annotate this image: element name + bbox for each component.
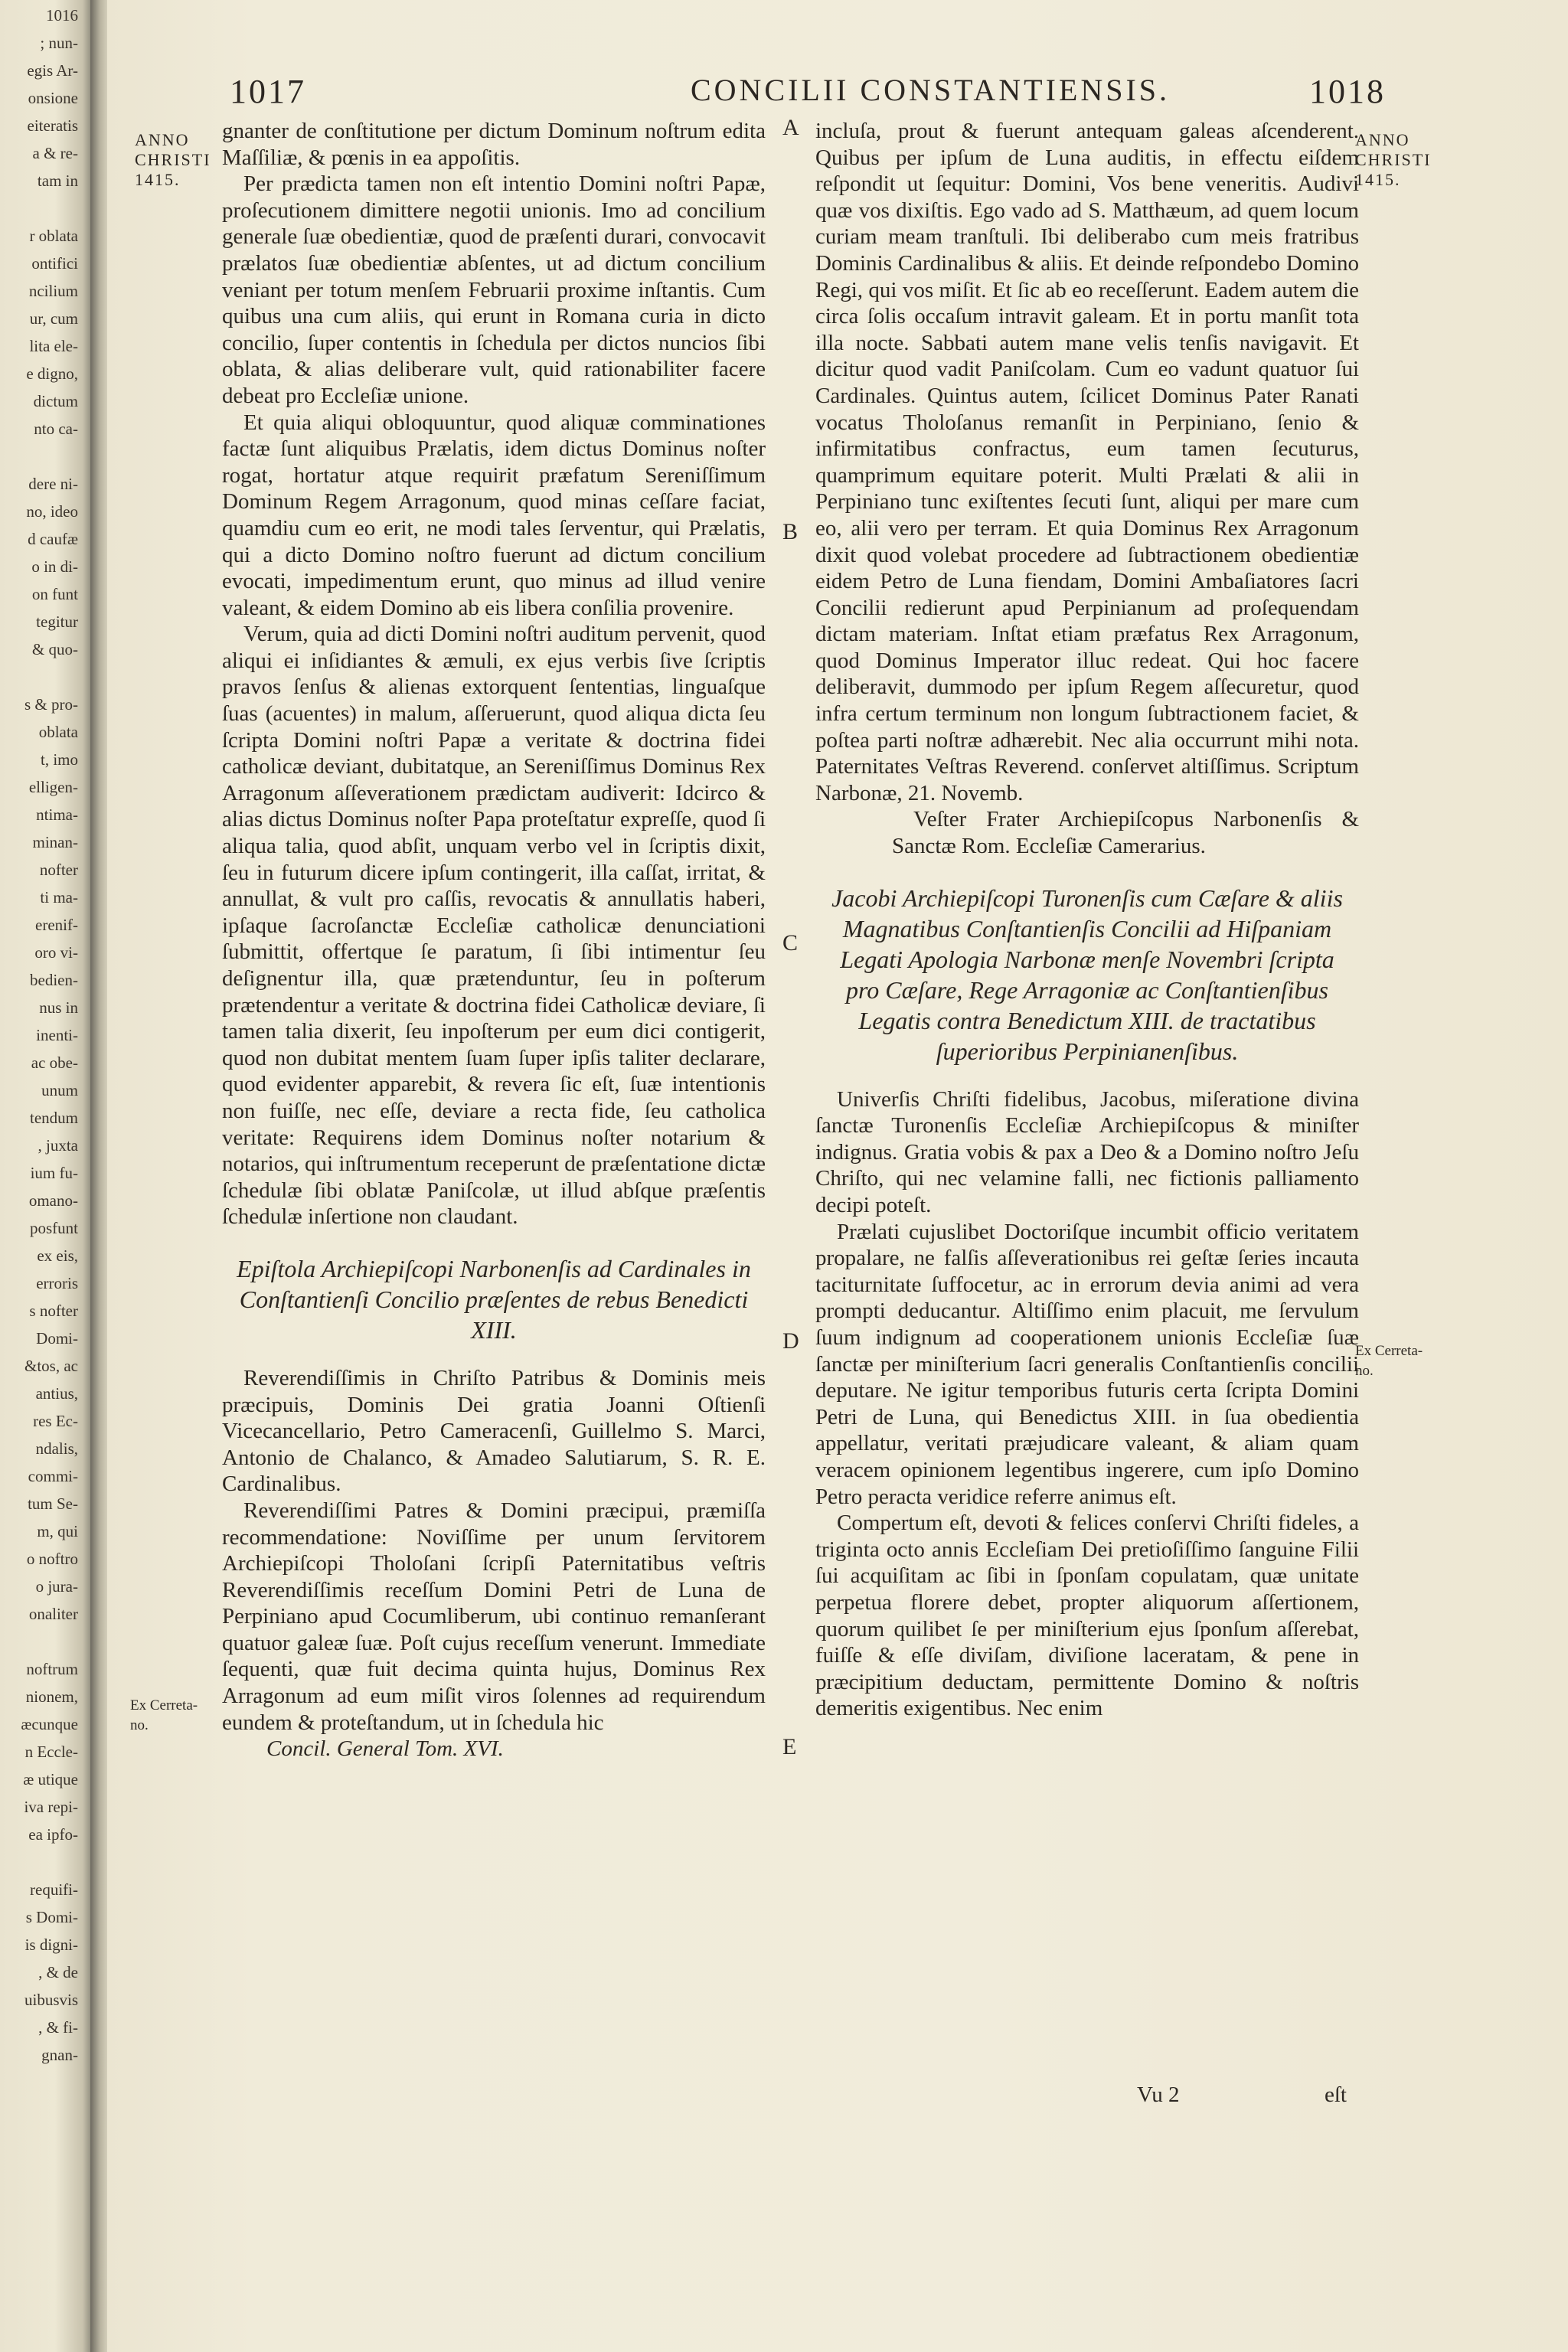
previous-page-fragment: inenti- <box>36 1026 78 1044</box>
previous-page-fragment: o in di- <box>31 557 78 576</box>
previous-page-fragment: posfunt <box>30 1219 78 1237</box>
right-paragraph-4: Compertum eſt, devoti & felices conſervi Chriſti fideles, a triginta octo annis Eccleſiam Dei pretioſiſſimo ſanguine Filii ſui acquiſitam ac ſibi in ſponſam copulatam, quæ unitate perpetua florere debet, propter aliquorum aſſertionem, quorum quilibet ſe per miniſterium ejus ſponſum aſſerebat, fuiſſe & eſſe diviſam, diviſione laceratam, & pene in præcipitium deductam, permittente Domino & noſtris demeritis exigentibus. Nec enim <box>815 1511 1359 1721</box>
section-letter-b: B <box>782 519 799 544</box>
previous-page-fragment: omano- <box>28 1191 78 1210</box>
previous-page-fragment: uibusvis <box>24 1991 78 2009</box>
previous-page-fragment: nofter <box>39 861 78 879</box>
right-text-column <box>815 118 1359 1722</box>
signature-mark: Vu 2 <box>1137 2082 1180 2107</box>
section-letter-d: D <box>782 1328 799 1354</box>
previous-page-fragment: nus in <box>39 998 78 1017</box>
right-paragraph-3: Prælati cujuslibet Doctoriſque incumbit officio veritatem propalare, ne falſis aſſeverationibus rei geſtæ ſeries incauta taciturnitate ſuffocetur, ac in errorum devia animi ad vera prompti deducantur. Altiſſimo enim placuit, me ſervulum ſuum indignum ad cooperationem unionis Eccleſiæ ſuæ ſanctæ per miniſterium ſacri generalis Conſtantienſis concilii deputare. Ne igitur temporibus futuris certa ſcripta Domini Petri de Luna, qui Benedictus XIII. in ſua obedientia appellatur, veritati præjudicare valeant, & aliam quam veracem opinionem legentibus ingerere, cum ipſo Domino Petro peracta veridice referre animus eſt. <box>815 1219 1359 1509</box>
previous-page-fragment: ntima- <box>36 805 78 824</box>
previous-page-fragment: r oblata <box>29 227 78 245</box>
previous-page-fragment: res Ec- <box>33 1412 78 1430</box>
previous-page-fragment: iva repi- <box>24 1798 78 1816</box>
right-page-number: 1018 <box>1309 73 1386 110</box>
left-text-column <box>222 118 766 1762</box>
margin-source-right: Ex Cerreta- no. <box>1355 1343 1423 1379</box>
previous-page-fragment: bedien- <box>30 971 78 989</box>
previous-page-fragment: , & de <box>38 1963 78 1981</box>
previous-page-fragment: Domi- <box>36 1329 78 1348</box>
previous-page-fragment: æ utique <box>23 1770 78 1788</box>
previous-page-fragment: s nofter <box>29 1302 78 1320</box>
previous-page-fragment: nto ca- <box>34 420 78 438</box>
previous-page-fragment: ea ipfo- <box>28 1825 78 1844</box>
left-paragraph-2: Et quia aliqui obloquuntur, quod aliquæ comminationes factæ ſunt aliquibus Prælatis, idem dictus Dominus noſter rogat, hortatur atque requirit præfatum Sereniſſimum Dominum Regem Arragonum, quod minas ceſſare faciat, quamdiu cum eo erit, ne modi tales ſerventur, qui Prælatis, qui a dicto Domino noſtro fuerunt ad dictum concilium evocati, impedimentum erunt, quo minus ad illud venire valeant, & eidem Domino ab eis libera conſilia provenire. <box>222 410 766 620</box>
previous-page-fragment: oblata <box>38 723 78 741</box>
previous-page-fragment: erenif- <box>35 916 78 934</box>
previous-page-fragment: ti ma- <box>40 888 78 906</box>
previous-page-fragment: a & re- <box>32 144 78 162</box>
previous-page-fragment: ndalis, <box>35 1439 78 1458</box>
previous-page-fragment: erroris <box>36 1274 78 1292</box>
previous-page-fragment: requifi- <box>30 1880 78 1899</box>
margin-year-left: ANNO CHRISTI 1415. <box>135 130 211 189</box>
margin-year-right: ANNO CHRISTI 1415. <box>1355 130 1432 189</box>
previous-page-fragment: ium fu- <box>30 1164 78 1182</box>
previous-page-fragment: tendum <box>30 1109 78 1127</box>
previous-page-fragment: æcunque <box>21 1715 78 1733</box>
previous-page-fragment: t, imo <box>40 750 78 769</box>
book-page <box>107 0 1568 2352</box>
previous-page-fragment: tum Se- <box>28 1494 78 1513</box>
right-signature: Veſter Frater Archiepiſcopus Narbonenſis & Sanctæ Rom. Eccleſiæ Camerarius. <box>892 807 1359 859</box>
previous-page-fragment: antius, <box>35 1384 78 1403</box>
right-paragraph-2: Univerſis Chriſti fidelibus, Jacobus, miſeratione divina ſanctæ Turonenſis Eccleſiæ Archiepiſcopus & miniſter indignus. Gratia vobis & pax a Deo & a Domino noſtro Jeſu Chriſto, qui nec velamine falli, nec fictionis palliamento decipi poteſt. <box>815 1086 1359 1217</box>
left-paragraph-5: Reverendiſſimi Patres & Domini præcipui, præmiſſa recommendatione: Noviſſime per unum ſervitorem Archiepiſcopi Tholoſani ſcripſi Paternitatibus veſtris Reverendiſſimis receſſum Domini Petri de Luna de Perpiniano apud Cocumliberum, ubi continuo remanſerant quatuor galeæ ſuæ. Poſt cujus receſſum venerunt. Immediate ſequenti, quæ fuit decima quinta hujus, Dominus Rex Arragonum ad eum miſit viros ſolennes ad requirendum eundem & proteſtandum, ut in ſchedula hic <box>222 1498 766 1735</box>
right-paragraph-1: incluſa, prout & fuerunt antequam galeas aſcenderent. Quibus per ipſum de Luna auditis, in effectu eiſdem reſpondit ut ſequitur: Domini, Vos bene veneritis. Audivi quæ vos dixiſtis. Ego vado ad S. Matthæum, ad quem locum curiam meam tranſtuli. Ibi deliberabo cum meis fratribus Dominis Cardinalibus & aliis. Et deinde reſpondebo Domino Regi, qui vos miſit. Et ſic ab eo receſſerunt. Eadem autem die circa ſolis occaſum intravit galeam. Et in portu manſit tota illa nocte. Sabbati autem mane velis tenſis navigavit. Et dicitur quod vadit Paniſcolam. Cum eo vadunt quatuor ſui Cardinales. Quintus autem, ſcilicet Dominus Pater Ranati vocatus Tholoſanus remanſit in Perpiniano, ſenio & infirmitatibus confractus, eum tamen ſecuturus, quamprimum equitare poterit. Multi Prælati & alii in Perpiniano tunc exiſtentes ſecuti ſunt, aliqui per mare cum eo, alii vero per terram. Et quia Dominus Rex Arragonum dixit quod volebat procedere ad ſubtractionem obedientiæ eidem Petro de Luna fiendam, Domini Ambaſiatores ſacri Concilii redierunt apud Perpinianum ad proſequendam dictam materiam. Inſtat etiam præfatus Rex Arragonum, quod Dominus Imperator illuc redeat. Qui hoc facere deliberavit, dummodo per ipſum Regem aſſecuretur, quod infra certum terminum non longum ſubtractionem faciet, & poſtea parti noſtræ adhærebit. Nec alia occurrunt mihi nota. Paternitates Veſtras Reverend. conſervet altiſſimus. Scriptum Narbonæ, 21. Novemb. <box>815 119 1359 805</box>
previous-page-fragment: tegitur <box>36 612 78 631</box>
previous-page-fragment: eiteratis <box>27 116 78 135</box>
previous-page-fragment: unum <box>41 1081 78 1099</box>
previous-page-fragment: tam in <box>37 172 78 190</box>
previous-page-fragment: 1016 <box>46 6 78 24</box>
previous-page-fragment: o noftro <box>26 1550 78 1568</box>
previous-page-fragment: n Eccle- <box>24 1743 78 1761</box>
left-paragraph-1: Per prædicta tamen non eſt intentio Domini noſtri Papæ, proſecutionem dimittere negotii unionis. Imo ad concilium generale ſuæ obedientiæ, quod de præſenti durari, convocavit prælatos ſuæ obedientiæ abſentes, ut ad dictum concilium veniant per totum menſem Februarii proxime inſtantis. Cum quibus una cum aliis, qui erunt in Romana curia in dicto concilio, ſuper contentis in ſchedula per dictos nuncios ſibi oblata, & alias deliberare vult, quid rationabiliter facere debeat pro Eccleſiæ unione. <box>222 172 766 408</box>
previous-page-fragment: ur, cum <box>29 309 78 328</box>
previous-page-fragment: o jura- <box>35 1577 78 1596</box>
left-paragraph-4: Reverendiſſimis in Chriſto Patribus & Dominis meis præcipuis, Dominis Dei gratia Joanni Oſtienſi Vicecancellario, Petro Cameracenſi, Guillelmo S. Marci, Antonio de Chalanco, & Amadeo Salutiarum, S. R. E. Cardinalibus. <box>222 1365 766 1497</box>
previous-page-fragment: d caufæ <box>28 530 78 548</box>
previous-page-fragment: s & pro- <box>24 695 78 714</box>
section-letter-a: A <box>782 115 799 140</box>
section-letter-e: E <box>782 1734 797 1759</box>
previous-page-fragment: on funt <box>31 585 78 603</box>
previous-page-fragment: dere ni- <box>28 475 78 493</box>
previous-page-fragment: ncilium <box>28 282 78 300</box>
previous-page-edge <box>0 0 92 2352</box>
previous-page-fragment: egis Ar- <box>27 61 78 80</box>
catchword: eſt <box>1325 2082 1347 2107</box>
left-paragraph-3: Verum, quia ad dicti Domini noſtri auditum pervenit, quod aliqui ei inſidiantes & æmuli, ex ejus verbis ſive ſcriptis pravos ſenſus & alienas extorquent ſententias, linguaſque ſuas (acuentes) in malum, aſſeruerunt, quod aliqua dicta ſeu ſcripta Domini noſtri Papæ a veritate & doctrina fidei catholicæ deviant, dubitatque, an Sereniſſimus Dominus Rex Arragonum aſſeverationem prædictam audiverit: Idcirco & alias dictus Dominus noſter Papa proteſtatur expreſſe, quod ſi aliqua talia, quod abſit, unquam verbo vel in ſcriptis dixit, ſeu in futurum dicere ipſum contingerit, illa caſſat, irritat, & annullat, & vult pro caſſis, revocatis & annullatis haberi, ipſaque ſacroſanctæ Eccleſiæ catholicæ denunciationi ſubmittit, offertque ſe paratum, ſi ſibi intimentur ſeu deſignentur illa, quæ prætenduntur, ſeu in poſterum prætendentur a veritate & doctrina fidei Catholicæ deviare, ſi tamen talia dixerit, ſeu inpoſterum per eum dici contigerit, quod non dubitat mentem ſuam ſuper ipſis taliter declarare, quod evidenter apparebit, & revera ſic eſt, ſuæ intentionis non fuiſſe, nec eſſe, deviare a recta fide, ſeu catholica veritate: Requirens idem Dominus noſter notarium & notarios, qui inſtrumentum receperunt de præſentatione dictæ ſchedulæ ſibi oblatæ Paniſcolæ, ut illud abſque præſentis ſchedulæ inſertione non claudant. <box>222 622 766 1230</box>
previous-page-fragment: , & fi- <box>38 2018 78 2037</box>
previous-page-fragment: oro vi- <box>34 943 78 962</box>
previous-page-fragment: e digno, <box>26 364 78 383</box>
previous-page-fragment: m, qui <box>37 1522 78 1540</box>
previous-page-fragment: , juxta <box>38 1136 78 1155</box>
left-section-heading: Epiſtola Archiepiſcopi Narbonenſis ad Cardinales in Conſtantienſi Concilio præſentes de rebus Benedicti XIII. <box>237 1254 751 1344</box>
previous-page-fragment: minan- <box>32 833 78 851</box>
left-opening-paragraph: gnanter de conſtitutione per dictum Dominum noſtrum edita Maſſiliæ, & pœnis in ea appoſitis. <box>222 119 766 170</box>
previous-page-fragment: s Domi- <box>25 1908 78 1926</box>
previous-page-fragment: is digni- <box>24 1936 78 1954</box>
previous-page-fragment: onaliter <box>28 1605 78 1623</box>
previous-page-fragment: & quo- <box>31 640 78 658</box>
left-footer-line: Concil. General Tom. XVI. <box>266 1736 504 1762</box>
previous-page-fragment: ac obe- <box>31 1054 78 1072</box>
section-letter-c: C <box>782 930 799 956</box>
previous-page-fragment: no, ideo <box>26 502 78 521</box>
previous-page-fragment: noftrum <box>26 1660 78 1678</box>
previous-page-fragment: elligen- <box>28 778 78 796</box>
previous-page-fragment: nionem, <box>25 1687 78 1706</box>
previous-page-fragment: dictum <box>33 392 78 410</box>
previous-page-fragment: ontifici <box>31 254 78 273</box>
running-title: CONCILII CONSTANTIENSIS. <box>690 73 1171 107</box>
previous-page-fragment: ex eis, <box>37 1246 78 1265</box>
previous-page-fragment: &tos, ac <box>24 1357 78 1375</box>
previous-page-fragment: commi- <box>28 1467 78 1485</box>
previous-page-fragment: gnan- <box>41 2046 78 2064</box>
previous-page-fragment: ; nun- <box>40 34 78 52</box>
previous-page-fragment: lita ele- <box>29 337 78 355</box>
margin-source-left: Ex Cerreta- no. <box>130 1697 198 1733</box>
previous-page-fragment: onsione <box>28 89 78 107</box>
right-section-heading: Jacobi Archiepiſcopi Turonenſis cum Cæſare & aliis Magnatibus Conſtantienſis Concilii ad Hiſpaniam Legati Apologia Narbonæ menſe Novembri ſcripta pro Cæſare, Rege Arragoniæ ac Conſtantienſibus Legatis contra Benedictum XIII. de tractatibus ſuperioribus Perpinianenſibus. <box>831 884 1343 1065</box>
left-page-number: 1017 <box>230 73 306 110</box>
